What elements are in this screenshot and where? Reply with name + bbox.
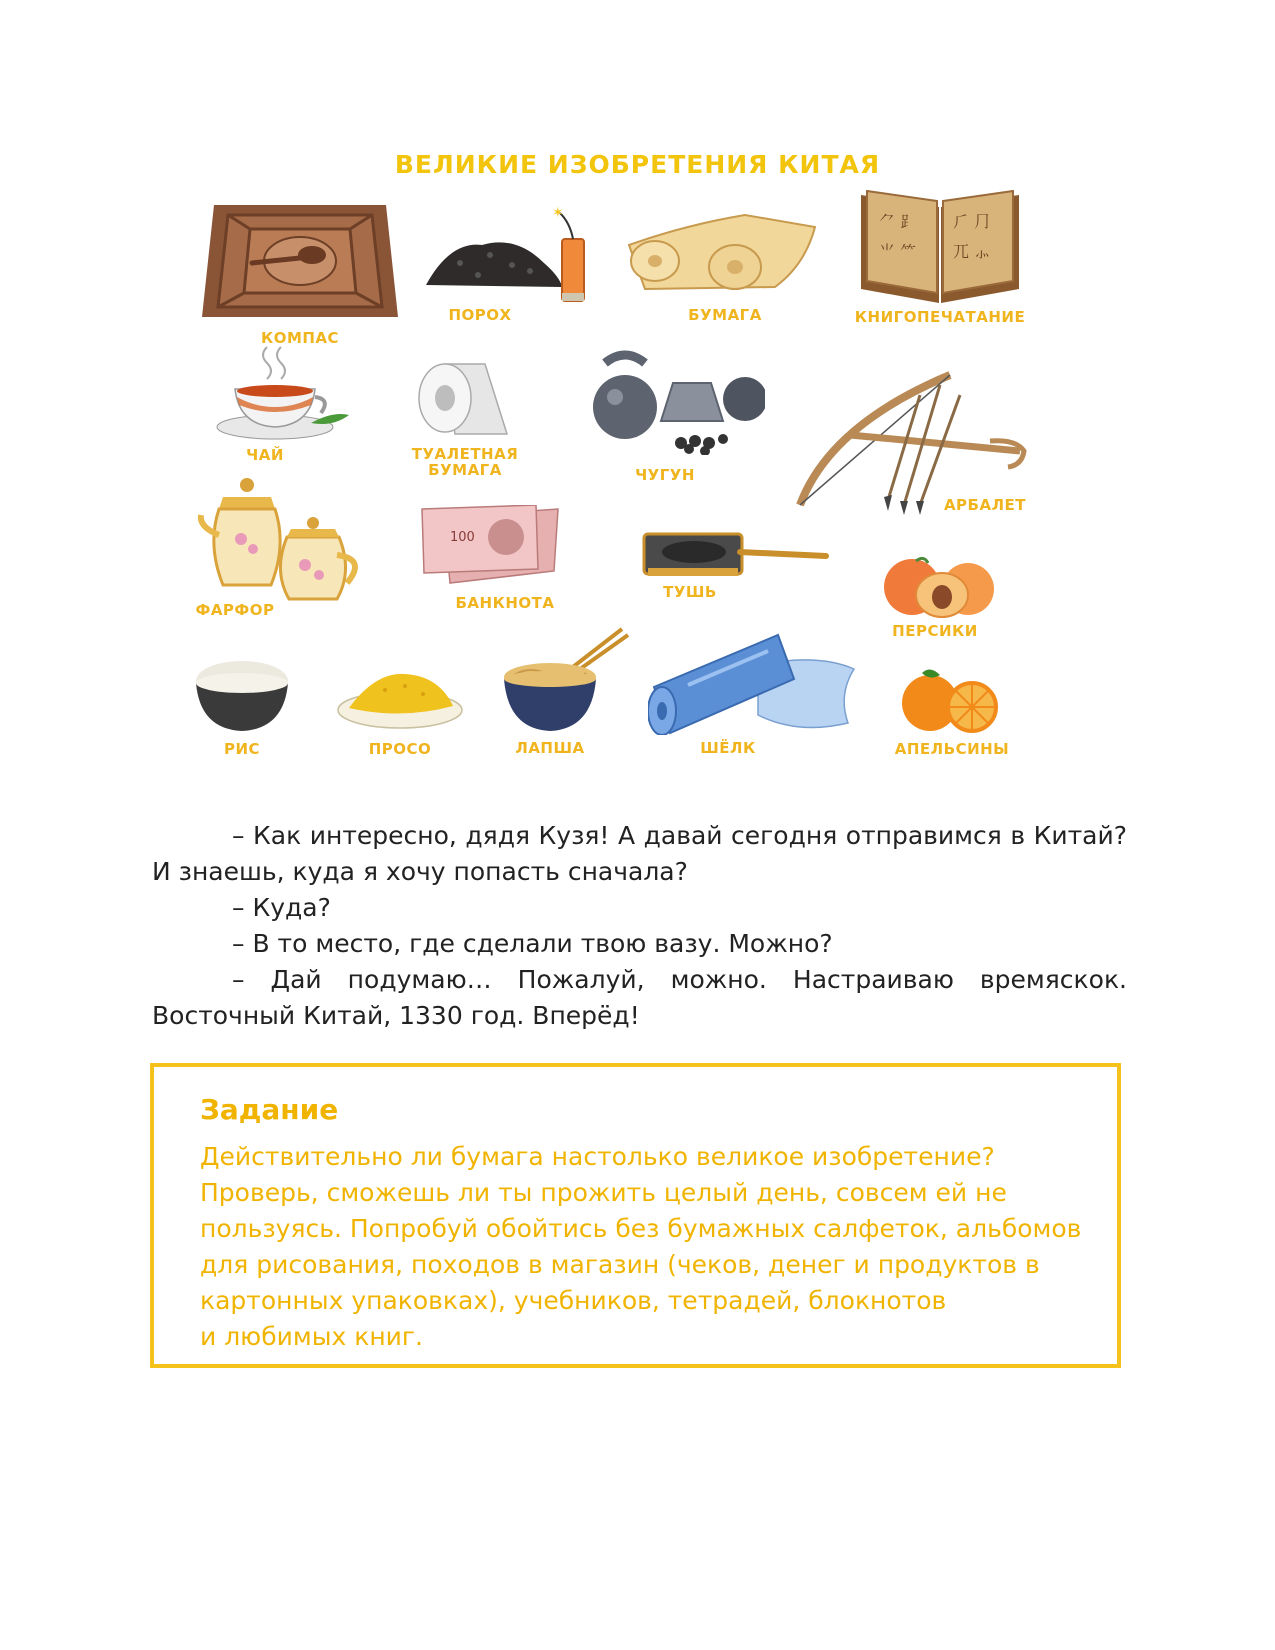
item-silk: [648, 625, 858, 757]
oranges-icon: [900, 665, 1000, 735]
svg-text:✶: ✶: [552, 205, 564, 221]
item-label: ЛАПША: [515, 739, 585, 757]
infographic-title: ВЕЛИКИЕ ИЗОБРЕТЕНИЯ КИТАЯ: [394, 150, 881, 179]
item-label: ШЁЛК: [700, 739, 756, 757]
task-line: Действительно ли бумага настолько великое изобретение?: [200, 1142, 995, 1171]
task-line: Проверь, сможешь ли ты прожить целый день, совсем ей не: [200, 1178, 1007, 1207]
item-peaches: [880, 555, 1005, 640]
item-label: ЧУГУН: [635, 466, 695, 484]
item-banknote: [420, 505, 560, 612]
item-label-line2: БУМАГА: [428, 461, 502, 479]
item-cast-iron: [585, 345, 765, 484]
noodles-bowl-icon: [500, 625, 630, 735]
tea-cup-icon: [215, 345, 355, 440]
rice-bowl-icon: [192, 655, 292, 735]
item-label: РИС: [223, 740, 261, 758]
peaches-icon: [880, 555, 1005, 620]
task-box: [150, 1063, 1121, 1368]
porcelain-teapot-icon: [195, 475, 370, 610]
item-compass: [200, 205, 400, 347]
item-book-printing: [854, 185, 1026, 326]
svg-text:⺎ ⺗: ⺎ ⺗: [953, 242, 991, 261]
banknote-icon: [420, 505, 560, 585]
item-label: КНИГОПЕЧАТАНИЕ: [854, 308, 1026, 326]
task-title: Задание: [200, 1093, 339, 1126]
item-label: БАНКНОТА: [455, 594, 555, 612]
item-tea: [215, 345, 355, 464]
story-paragraph: – В то место, где сделали твою вазу. Можно?: [232, 929, 833, 958]
toilet-paper-icon: [415, 360, 515, 440]
svg-text:⺈ ⻊: ⺈ ⻊: [879, 212, 917, 231]
item-label: АРБАЛЕТ: [943, 496, 1027, 514]
banknote-value: 100: [450, 530, 475, 545]
story-paragraph: – Как интересно, дядя Кузя! А давай сегодня отправимся в Китай? И знаешь, куда я хочу попасть сначала?: [152, 821, 1127, 886]
item-rice: [192, 655, 292, 758]
item-millet: [335, 670, 465, 758]
item-label: ТУШЬ: [663, 583, 717, 601]
item-label: ПЕРСИКИ: [892, 622, 978, 640]
item-label: КОМПАС: [260, 329, 340, 347]
item-toilet-paper: [411, 360, 519, 479]
item-label: ФАРФОР: [195, 601, 275, 619]
book-icon: [855, 185, 1025, 305]
item-label: ТУАЛЕТНАЯ: [411, 445, 519, 463]
item-label: ПРОСО: [368, 740, 432, 758]
task-line: для рисования, походов в магазин (чеков, денег и продуктов в: [200, 1250, 1040, 1279]
task-text: [200, 1139, 1080, 1355]
item-label: ЧАЙ: [246, 446, 284, 464]
item-ink: [640, 530, 830, 601]
gunpowder-icon: [420, 205, 600, 315]
cast-iron-icon: [585, 345, 765, 455]
item-paper: [625, 205, 825, 324]
item-oranges: [894, 665, 1010, 758]
story-paragraph: – Куда?: [232, 893, 331, 922]
item-gunpowder: [420, 205, 600, 324]
svg-text:⺌ ⺮: ⺌ ⺮: [879, 242, 917, 261]
story-text: [152, 818, 1127, 1034]
paper-scrolls-icon: [625, 205, 825, 305]
item-noodles: [500, 625, 630, 757]
story-paragraph: – Дай подумаю… Пожалуй, можно. Настраиваю времяскок. Восточный Китай, 1330 год. Вперёд!: [152, 965, 1127, 1030]
item-label: БУМАГА: [688, 306, 762, 324]
task-line: пользуясь. Попробуй обойтись без бумажных салфеток, альбомов: [200, 1214, 1082, 1243]
compass-icon: [200, 205, 400, 320]
task-line: картонных упаковках), учебников, тетрадей, блокнотов: [200, 1286, 947, 1315]
item-label: ПОРОХ: [448, 306, 512, 324]
ink-stone-icon: [640, 530, 830, 580]
millet-plate-icon: [335, 670, 465, 730]
silk-roll-icon: [648, 625, 858, 735]
item-porcelain: [195, 475, 370, 619]
task-line: и любимых книг.: [200, 1322, 423, 1351]
item-label: АПЕЛЬСИНЫ: [894, 740, 1010, 758]
item-crossbow: [790, 355, 1040, 524]
svg-text:⺁ ⺆: ⺁ ⺆: [953, 212, 991, 231]
